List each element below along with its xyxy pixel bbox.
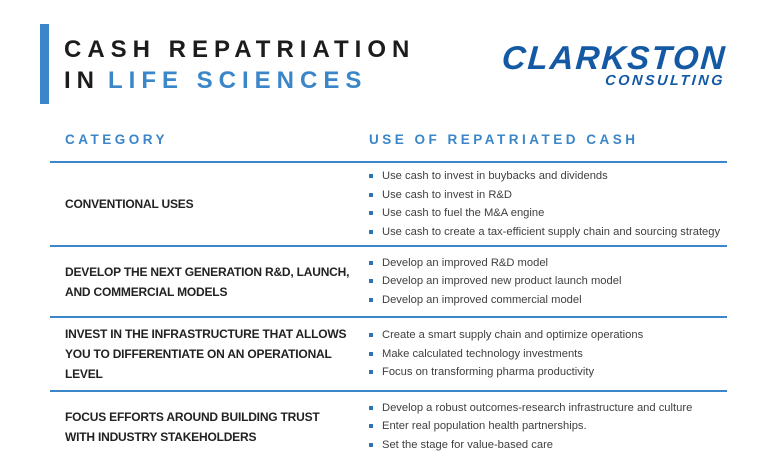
list-item — [369, 291, 727, 310]
table-header-row — [50, 118, 727, 163]
bullet-square-icon — [369, 333, 373, 337]
items-list — [360, 399, 727, 455]
list-item-text: Enter real population health partnerships. — [382, 420, 587, 433]
category-label: INVEST IN THE INFRASTRUCTURE THAT ALLOWS YOU TO DIFFERENTIATE ON AN OPERATIONAL LEVEL — [65, 327, 347, 381]
list-item-text: Use cash to invest in buybacks and dividends — [382, 170, 608, 182]
list-item — [369, 436, 727, 455]
bullet-square-icon — [369, 193, 373, 197]
list-item — [369, 345, 727, 364]
items-list — [360, 167, 727, 241]
list-item-text: Develop an improved R&D model — [382, 256, 549, 269]
list-item-text: Develop an improved commercial model — [382, 293, 582, 306]
category-label: FOCUS EFFORTS AROUND BUILDING TRUST WITH INDUSTRY STAKEHOLDERS — [65, 409, 320, 444]
list-item — [369, 363, 727, 382]
logo-wordmark: CLARKSTON — [500, 39, 728, 76]
bullet-square-icon — [369, 406, 373, 410]
list-item — [369, 417, 727, 436]
list-item — [369, 272, 727, 291]
logo-tagline: CONSULTING — [604, 73, 726, 89]
bullet-square-icon — [369, 443, 373, 447]
items-list — [360, 326, 727, 382]
list-item — [369, 167, 727, 186]
title-line-2 — [64, 65, 415, 96]
list-item-text: Create a smart supply chain and optimize operations — [382, 329, 644, 342]
list-item — [369, 254, 727, 273]
bullet-square-icon — [369, 279, 373, 283]
repatriation-table — [50, 118, 727, 461]
bullet-square-icon — [369, 261, 373, 265]
bullet-square-icon — [369, 352, 373, 356]
title-line-1: CASH REPATRIATION — [64, 36, 416, 63]
list-item — [369, 186, 727, 205]
category-label: CONVENTIONAL USES — [65, 197, 194, 211]
column-header-category: CATEGORY — [65, 132, 169, 147]
list-item — [369, 399, 727, 418]
title-line-2-prefix: IN — [64, 67, 100, 94]
bullet-square-icon — [369, 174, 373, 178]
list-item-text: Develop a robust outcomes-research infrastructure and culture — [382, 401, 693, 414]
clarkston-consulting-logo — [484, 39, 728, 89]
bullet-square-icon — [369, 424, 373, 428]
list-item — [369, 204, 727, 223]
list-item — [369, 223, 727, 242]
table-row-infrastructure-investment — [50, 318, 727, 392]
column-header-use-of-cash: USE OF REPATRIATED CASH — [369, 132, 639, 147]
list-item — [369, 326, 727, 345]
items-list — [360, 254, 727, 310]
bullet-square-icon — [369, 230, 373, 234]
category-label: DEVELOP THE NEXT GENERATION R&D, LAUNCH, AND COMMERCIAL MODELS — [65, 264, 350, 299]
table-row-conventional-uses — [50, 163, 727, 247]
title-accent-bar — [40, 24, 49, 104]
table-row-next-generation-models — [50, 247, 727, 318]
list-item-text: Use cash to fuel the M&A engine — [382, 207, 545, 219]
list-item-text: Use cash to create a tax-efficient supply chain and sourcing strategy — [382, 225, 721, 238]
bullet-square-icon — [369, 370, 373, 374]
list-item-text: Focus on transforming pharma productivity — [382, 366, 595, 379]
list-item-text: Use cash to invest in R&D — [382, 188, 512, 201]
bullet-square-icon — [369, 211, 373, 215]
list-item-text: Set the stage for value-based care — [382, 438, 554, 451]
page-title — [64, 34, 415, 96]
list-item-text: Develop an improved new product launch model — [382, 275, 622, 288]
title-line-2-highlight: LIFE SCIENCES — [108, 67, 368, 94]
table-row-stakeholder-trust — [50, 392, 727, 461]
bullet-square-icon — [369, 298, 373, 302]
list-item-text: Make calculated technology investments — [382, 347, 583, 360]
